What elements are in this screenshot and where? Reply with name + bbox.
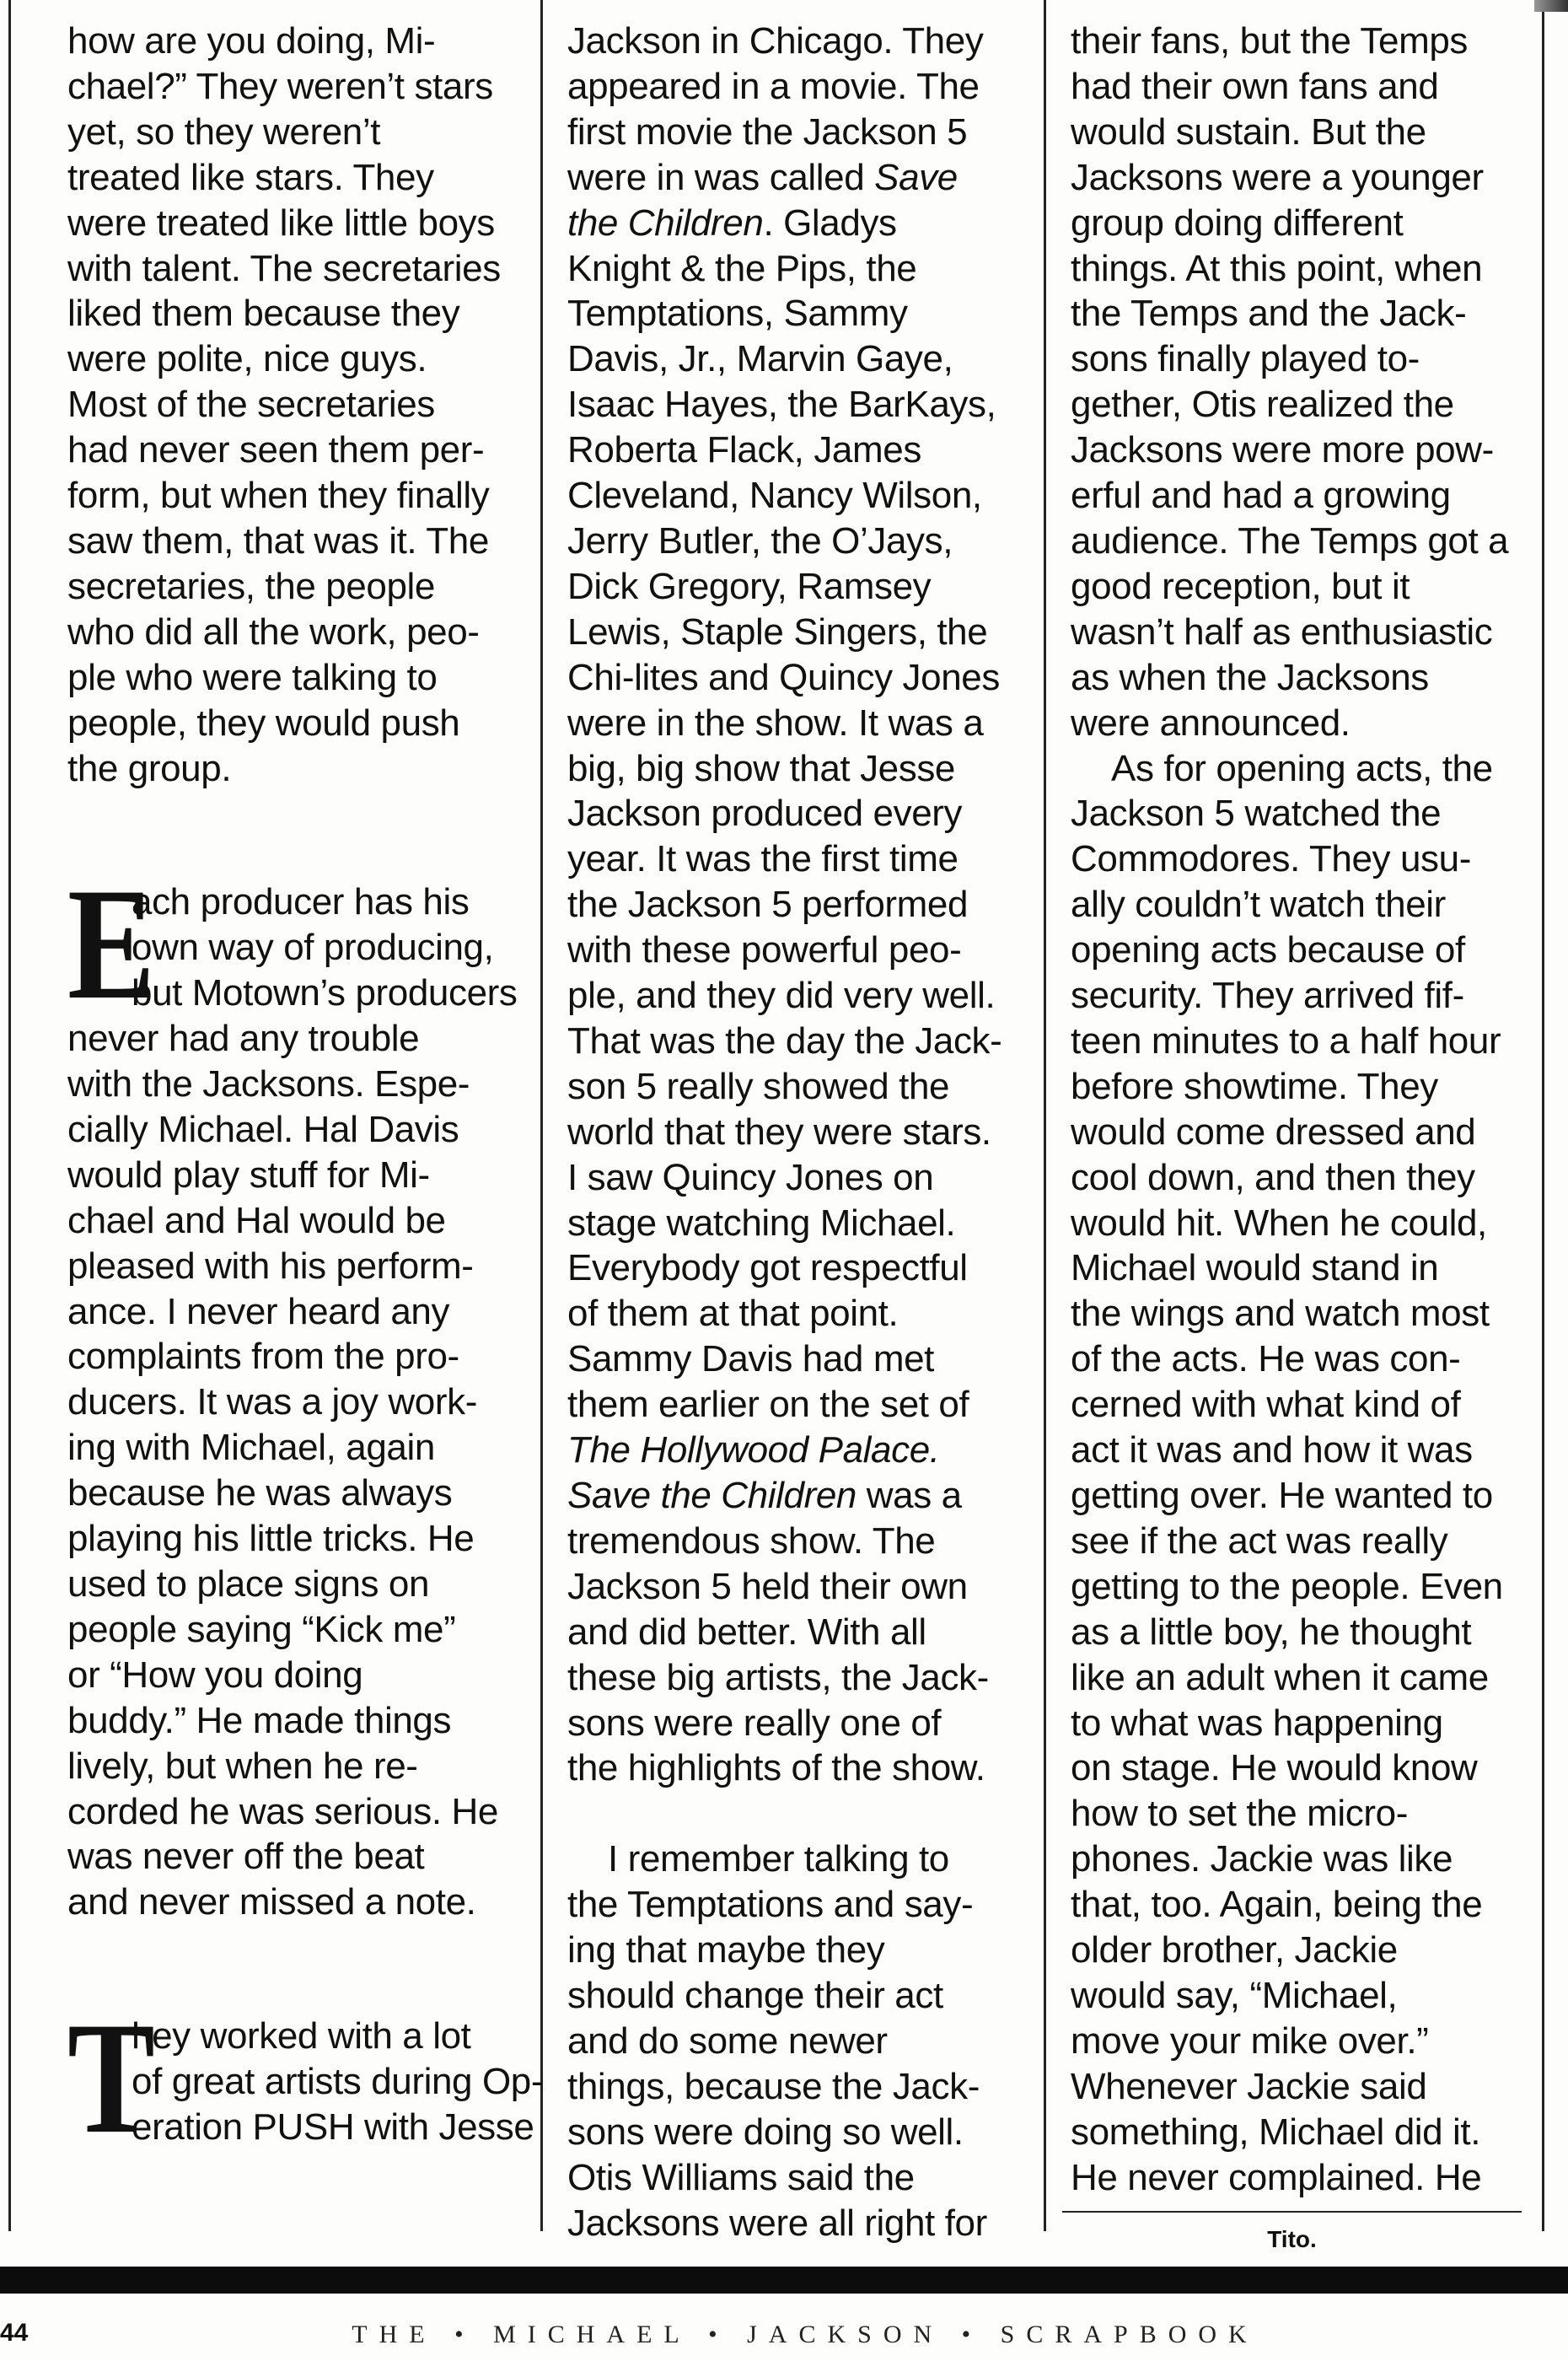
col1-paragraph-2 <box>67 856 535 1925</box>
text-line: ing that maybe they <box>567 1929 885 1971</box>
text-line: as a little boy, he thought <box>1071 1611 1472 1653</box>
text-line: would sustain. But the <box>1071 110 1426 153</box>
text-line: Isaac Hayes, the BarKays, <box>567 384 996 426</box>
text-line: them earlier on the set of <box>567 1384 969 1426</box>
text-line: were polite, nice guys. <box>67 338 427 380</box>
text-line: how to set the micro- <box>1071 1793 1408 1835</box>
text-line: first movie the Jackson 5 <box>567 110 968 153</box>
text-line: Otis Williams said the <box>567 2156 915 2198</box>
text-line: see if the act was really <box>1071 1519 1448 1562</box>
text-line: used to place signs on <box>67 1563 430 1605</box>
text-line: audience. The Temps got a <box>1071 519 1509 562</box>
text-line: playing his little tricks. He <box>67 1518 475 1560</box>
text-line: Cleveland, Nancy Wilson, <box>567 475 982 517</box>
text-line: that, too. Again, being the <box>1071 1884 1483 1926</box>
text-line: were in the show. It was a <box>567 702 984 744</box>
text-line: tremendous show. The <box>567 1519 936 1562</box>
text-line: Whenever Jackie said <box>1071 2065 1427 2107</box>
scan-corner-mark <box>1534 0 1568 12</box>
text-line: security. They arrived fif- <box>1071 975 1464 1017</box>
text-line: Davis, Jr., Marvin Gaye, <box>567 338 953 380</box>
text-line: Jackson 5 held their own <box>567 1565 968 1607</box>
col2-text: . Gladys <box>763 202 897 244</box>
text-line: I remember talking to <box>608 1838 949 1880</box>
text-line: liked them because they <box>67 293 460 335</box>
text-line: with talent. The secretaries <box>67 247 501 289</box>
text-line: erful and had a growing <box>1071 475 1451 517</box>
text-line: the Jackson 5 performed <box>567 884 969 926</box>
text-line: and did better. With all <box>567 1611 926 1653</box>
text-line: would hit. When he could, <box>1071 1202 1487 1244</box>
text-line: pleased with his perform- <box>67 1245 474 1287</box>
text-line: lively, but when he re- <box>67 1745 418 1787</box>
text-line: of the acts. He was con- <box>1071 1338 1461 1380</box>
text-line: ance. I never heard any <box>67 1290 450 1332</box>
text-line: chael and Hal would be <box>67 1199 446 1241</box>
text-line: before showtime. They <box>1071 1065 1438 1107</box>
text-line: opening acts because of <box>1071 929 1465 971</box>
text-line: would say, “Michael, <box>1071 1974 1398 2016</box>
col1-paragraph-3 <box>67 1990 544 2168</box>
footer-bar <box>0 2267 1568 2294</box>
column-1 <box>67 19 544 2168</box>
text-line: like an adult when it came <box>1071 1656 1489 1698</box>
text-line: with the Jacksons. Espe- <box>67 1063 470 1105</box>
text-line: That was the day the Jack- <box>567 1019 1002 1062</box>
text-line: act it was and how it was <box>1071 1429 1473 1471</box>
col2-text: was a <box>856 1475 962 1516</box>
text-line: sons were doing so well. <box>567 2111 964 2153</box>
text-line: Lewis, Staple Singers, the <box>567 610 988 653</box>
text-line: things, because the Jack- <box>567 2065 980 2107</box>
text-line: ing with Michael, again <box>67 1427 435 1469</box>
text-line: saw them, that was it. The <box>67 519 489 562</box>
text-line: older brother, Jackie <box>1071 1929 1398 1971</box>
text-line: ach producer has his <box>132 881 470 923</box>
text-line: complaints from the pro- <box>67 1336 459 1378</box>
text-line: of them at that point. <box>567 1293 899 1335</box>
text-line: appeared in a movie. The <box>567 65 980 107</box>
tv-show-title: The Hollywood Palace. <box>567 1429 940 1471</box>
movie-title-save: Save <box>874 156 958 198</box>
text-line: cerned with what kind of <box>1071 1384 1461 1426</box>
text-line: corded he was serious. He <box>67 1790 498 1832</box>
text-line: Most of the secretaries <box>67 384 435 426</box>
text-line: yet, so they weren’t <box>67 110 381 153</box>
text-line: gether, Otis realized the <box>1071 384 1454 426</box>
text-line: things. At this point, when <box>1071 247 1483 289</box>
text-line: the highlights of the show. <box>567 1747 985 1789</box>
text-line: people saying “Kick me” <box>67 1608 456 1650</box>
text-line: own way of producing, <box>132 927 494 969</box>
text-line: getting over. He wanted to <box>1071 1475 1493 1516</box>
text-line: Temptations, Sammy <box>567 293 908 335</box>
text-line: sons finally played to- <box>1071 338 1420 380</box>
text-line: Sammy Davis had met <box>567 1338 934 1380</box>
drop-cap-e: E <box>67 856 155 1034</box>
text-line: who did all the work, peo- <box>67 610 480 653</box>
text-line: stage watching Michael. <box>567 1202 956 1244</box>
text-line: year. It was the first time <box>567 838 959 880</box>
text-line: secretaries, the people <box>67 565 435 607</box>
text-line: ally couldn’t watch their <box>1071 884 1446 926</box>
text-line: Jacksons were all right for <box>567 2202 987 2244</box>
column-2 <box>567 19 1035 2246</box>
text-line: Michael would stand in <box>1071 1247 1439 1289</box>
movie-title-save-the-children: Save the Children <box>567 1475 856 1516</box>
text-line: people, they would push <box>67 702 460 744</box>
text-line: world that they were stars. <box>567 1111 991 1153</box>
photo-caption: Tito. <box>1267 2226 1317 2252</box>
text-line: would play stuff for Mi- <box>67 1154 430 1196</box>
text-line: and never missed a note. <box>67 1881 476 1923</box>
text-line: form, but when they finally <box>67 475 490 517</box>
text-line: were treated like little boys <box>67 202 495 244</box>
text-line: the Temptations and say- <box>567 1884 974 1926</box>
text-line: Chi-lites and Quincy Jones <box>567 656 1000 698</box>
text-line: were in was called <box>567 156 875 198</box>
text-line: how are you doing, Mi- <box>67 20 436 62</box>
text-line: Commodores. They usu- <box>1071 838 1471 880</box>
page-number: 44 <box>0 2319 29 2347</box>
text-line: wasn’t half as enthusiastic <box>1071 610 1493 653</box>
text-line: big, big show that Jesse <box>567 747 956 789</box>
text-line: move your mike over.” <box>1071 2019 1429 2062</box>
text-line: cially Michael. Hal Davis <box>67 1108 459 1150</box>
text-line: ple who were talking to <box>67 656 438 698</box>
text-line: I saw Quincy Jones on <box>567 1156 934 1198</box>
col2-paragraph-2 <box>567 1837 1035 2245</box>
col3-paragraph-1 <box>1071 19 1538 746</box>
text-line: on stage. He would know <box>1071 1747 1478 1789</box>
text-line: should change their act <box>567 1975 943 2017</box>
text-line: something, Michael did it. <box>1071 2111 1481 2153</box>
text-line: the group. <box>67 747 232 789</box>
text-line: Jacksons were more pow- <box>1071 429 1494 471</box>
text-line: had their own fans and <box>1071 65 1439 107</box>
text-line: hey worked with a lot <box>132 2015 471 2057</box>
text-line: Roberta Flack, James <box>567 429 921 471</box>
text-line: the Temps and the Jack- <box>1071 293 1467 335</box>
text-line: these big artists, the Jack- <box>567 1656 989 1698</box>
text-line: would come dressed and <box>1071 1111 1476 1153</box>
text-line: because he was always <box>67 1472 453 1514</box>
column-divider-left <box>540 0 543 2231</box>
text-line: of great artists during Op- <box>132 2061 544 2103</box>
text-line: or “How you doing <box>67 1654 363 1696</box>
text-line: but Motown’s producers <box>132 972 518 1014</box>
text-line: Jackson 5 watched the <box>1071 793 1442 835</box>
text-line: Jacksons were a younger <box>1071 156 1484 198</box>
text-line: their fans, but the Temps <box>1071 20 1469 62</box>
text-line: Jerry Butler, the O’Jays, <box>567 519 953 562</box>
caption-rule <box>1062 2211 1522 2213</box>
text-line: phones. Jackie was like <box>1071 1838 1453 1880</box>
text-line: had never seen them per- <box>67 429 485 471</box>
text-line: were announced. <box>1071 702 1351 744</box>
text-line: Jackson produced every <box>567 793 963 835</box>
text-line: He never complained. He <box>1071 2156 1482 2198</box>
text-line: son 5 really showed the <box>567 1065 950 1107</box>
text-line: group doing different <box>1071 202 1404 244</box>
text-line: eration PUSH with Jesse <box>132 2106 534 2149</box>
text-line: treated like stars. They <box>67 156 434 198</box>
text-line: the wings and watch most <box>1071 1293 1490 1335</box>
text-line: chael?” They weren’t stars <box>67 65 493 107</box>
col3-paragraph-2 <box>1071 746 1538 2201</box>
text-line: to what was happening <box>1071 1702 1443 1744</box>
column-3 <box>1071 19 1538 2201</box>
text-line: Jackson in Chicago. They <box>567 20 984 62</box>
text-line: As for opening acts, the <box>1111 747 1493 789</box>
text-line: sons were really one of <box>567 1702 942 1744</box>
column-divider-right <box>1044 0 1046 2231</box>
running-footer-title: THE • MICHAEL • JACKSON • SCRAPBOOK <box>352 2321 1259 2348</box>
text-line: teen minutes to a half hour <box>1071 1019 1501 1062</box>
drop-cap-t: T <box>67 1990 155 2168</box>
col1-paragraph-1 <box>67 19 535 791</box>
text-line: ducers. It was a joy work- <box>67 1381 477 1423</box>
text-line: cool down, and then they <box>1071 1156 1475 1198</box>
text-line: Everybody got respectful <box>567 1247 968 1289</box>
text-line: Dick Gregory, Ramsey <box>567 565 932 607</box>
text-line: was never off the beat <box>67 1836 425 1878</box>
text-line: and do some newer <box>567 2019 888 2062</box>
text-line: Knight & the Pips, the <box>567 247 917 289</box>
text-line: getting to the people. Even <box>1071 1565 1503 1607</box>
text-line: never had any trouble <box>67 1018 420 1060</box>
text-line: buddy.” He made things <box>67 1699 452 1741</box>
col2-paragraph-1 <box>567 19 1035 1791</box>
text-line: as when the Jacksons <box>1071 656 1429 698</box>
text-line: ple, and they did very well. <box>567 975 996 1017</box>
col1-paragraph-2-body <box>67 856 535 1925</box>
movie-title-the-children: the Children <box>567 202 764 244</box>
text-line: with these powerful peo- <box>567 929 962 971</box>
text-line: good reception, but it <box>1071 565 1410 607</box>
